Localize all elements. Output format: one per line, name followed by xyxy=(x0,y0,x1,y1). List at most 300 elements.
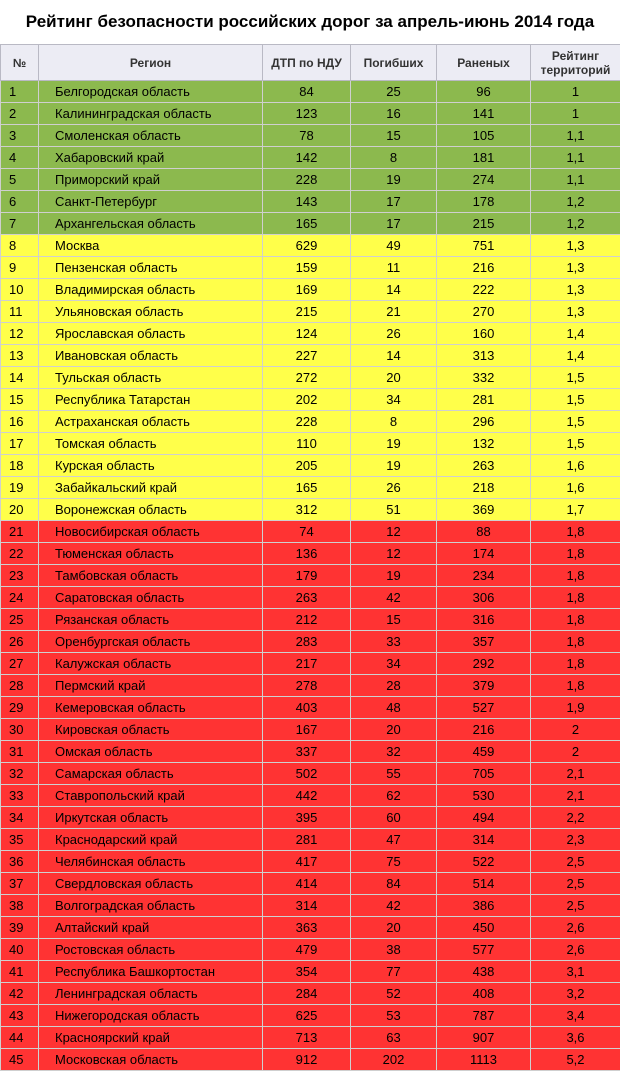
cell-num: 36 xyxy=(1,851,39,873)
cell-dead: 28 xyxy=(351,675,437,697)
cell-dead: 202 xyxy=(351,1049,437,1071)
cell-num: 4 xyxy=(1,147,39,169)
cell-region: Хабаровский край xyxy=(39,147,263,169)
cell-num: 12 xyxy=(1,323,39,345)
cell-dead: 49 xyxy=(351,235,437,257)
cell-region: Смоленская область xyxy=(39,125,263,147)
cell-dead: 12 xyxy=(351,521,437,543)
cell-dead: 14 xyxy=(351,345,437,367)
cell-num: 5 xyxy=(1,169,39,191)
cell-rating: 5,2 xyxy=(531,1049,620,1071)
cell-rating: 1,8 xyxy=(531,631,620,653)
cell-region: Краснодарский край xyxy=(39,829,263,851)
cell-region: Приморский край xyxy=(39,169,263,191)
cell-injured: 88 xyxy=(437,521,531,543)
cell-region: Архангельская область xyxy=(39,213,263,235)
cell-dead: 51 xyxy=(351,499,437,521)
cell-region: Тюменская область xyxy=(39,543,263,565)
table-row xyxy=(1,587,620,609)
cell-num: 30 xyxy=(1,719,39,741)
cell-region: Свердловская область xyxy=(39,873,263,895)
cell-dtp: 215 xyxy=(263,301,351,323)
cell-rating: 2,5 xyxy=(531,873,620,895)
cell-dtp: 281 xyxy=(263,829,351,851)
cell-dtp: 205 xyxy=(263,455,351,477)
cell-injured: 234 xyxy=(437,565,531,587)
cell-dead: 42 xyxy=(351,895,437,917)
cell-rating: 1,1 xyxy=(531,125,620,147)
cell-dtp: 403 xyxy=(263,697,351,719)
cell-dead: 20 xyxy=(351,917,437,939)
cell-region: Республика Татарстан xyxy=(39,389,263,411)
table-row xyxy=(1,719,620,741)
cell-dead: 20 xyxy=(351,367,437,389)
cell-dead: 11 xyxy=(351,257,437,279)
cell-dtp: 502 xyxy=(263,763,351,785)
cell-dead: 19 xyxy=(351,455,437,477)
cell-region: Калужская область xyxy=(39,653,263,675)
cell-num: 31 xyxy=(1,741,39,763)
cell-num: 34 xyxy=(1,807,39,829)
cell-region: Оренбургская область xyxy=(39,631,263,653)
column-header-num: № xyxy=(1,45,39,81)
cell-injured: 459 xyxy=(437,741,531,763)
cell-dtp: 354 xyxy=(263,961,351,983)
cell-region: Белгородская область xyxy=(39,81,263,103)
cell-region: Волгоградская область xyxy=(39,895,263,917)
table-row xyxy=(1,499,620,521)
cell-injured: 751 xyxy=(437,235,531,257)
cell-dead: 15 xyxy=(351,609,437,631)
cell-dtp: 142 xyxy=(263,147,351,169)
cell-dtp: 136 xyxy=(263,543,351,565)
cell-injured: 216 xyxy=(437,257,531,279)
cell-dead: 20 xyxy=(351,719,437,741)
cell-dtp: 78 xyxy=(263,125,351,147)
cell-dtp: 479 xyxy=(263,939,351,961)
cell-dtp: 167 xyxy=(263,719,351,741)
cell-injured: 181 xyxy=(437,147,531,169)
cell-injured: 174 xyxy=(437,543,531,565)
cell-num: 23 xyxy=(1,565,39,587)
cell-num: 9 xyxy=(1,257,39,279)
table-header-row xyxy=(1,45,620,81)
cell-dtp: 363 xyxy=(263,917,351,939)
cell-region: Астраханская область xyxy=(39,411,263,433)
cell-num: 17 xyxy=(1,433,39,455)
cell-region: Кировская область xyxy=(39,719,263,741)
cell-injured: 438 xyxy=(437,961,531,983)
cell-injured: 332 xyxy=(437,367,531,389)
cell-rating: 2 xyxy=(531,719,620,741)
cell-injured: 296 xyxy=(437,411,531,433)
cell-dead: 8 xyxy=(351,147,437,169)
cell-injured: 314 xyxy=(437,829,531,851)
cell-injured: 313 xyxy=(437,345,531,367)
cell-dtp: 278 xyxy=(263,675,351,697)
cell-num: 35 xyxy=(1,829,39,851)
cell-region: Тульская область xyxy=(39,367,263,389)
cell-dead: 53 xyxy=(351,1005,437,1027)
cell-num: 1 xyxy=(1,81,39,103)
cell-region: Ивановская область xyxy=(39,345,263,367)
cell-rating: 1,5 xyxy=(531,367,620,389)
cell-dead: 60 xyxy=(351,807,437,829)
cell-rating: 2,3 xyxy=(531,829,620,851)
cell-dead: 17 xyxy=(351,191,437,213)
table-row xyxy=(1,411,620,433)
table-row xyxy=(1,301,620,323)
cell-injured: 386 xyxy=(437,895,531,917)
cell-injured: 218 xyxy=(437,477,531,499)
table-row xyxy=(1,807,620,829)
table-row xyxy=(1,389,620,411)
cell-dtp: 417 xyxy=(263,851,351,873)
cell-rating: 1,2 xyxy=(531,191,620,213)
cell-rating: 1,8 xyxy=(531,653,620,675)
cell-injured: 787 xyxy=(437,1005,531,1027)
cell-dead: 34 xyxy=(351,389,437,411)
table-row xyxy=(1,103,620,125)
table-row xyxy=(1,323,620,345)
cell-num: 40 xyxy=(1,939,39,961)
cell-injured: 357 xyxy=(437,631,531,653)
cell-dtp: 625 xyxy=(263,1005,351,1027)
cell-injured: 105 xyxy=(437,125,531,147)
cell-num: 27 xyxy=(1,653,39,675)
cell-region: Томская область xyxy=(39,433,263,455)
cell-dtp: 227 xyxy=(263,345,351,367)
cell-rating: 2,2 xyxy=(531,807,620,829)
cell-injured: 270 xyxy=(437,301,531,323)
table-row xyxy=(1,279,620,301)
table-row xyxy=(1,433,620,455)
table-row xyxy=(1,125,620,147)
cell-dead: 26 xyxy=(351,323,437,345)
cell-num: 13 xyxy=(1,345,39,367)
cell-injured: 160 xyxy=(437,323,531,345)
cell-region: Санкт-Петербург xyxy=(39,191,263,213)
cell-injured: 1113 xyxy=(437,1049,531,1071)
cell-rating: 1,8 xyxy=(531,675,620,697)
cell-dtp: 165 xyxy=(263,477,351,499)
cell-dead: 75 xyxy=(351,851,437,873)
cell-rating: 1,3 xyxy=(531,301,620,323)
cell-rating: 2,1 xyxy=(531,785,620,807)
cell-injured: 178 xyxy=(437,191,531,213)
cell-rating: 3,2 xyxy=(531,983,620,1005)
cell-dtp: 202 xyxy=(263,389,351,411)
cell-num: 2 xyxy=(1,103,39,125)
cell-rating: 1,7 xyxy=(531,499,620,521)
page-title: Рейтинг безопасности российских дорог за апрель-июнь 2014 года xyxy=(0,0,620,44)
cell-dead: 38 xyxy=(351,939,437,961)
cell-injured: 216 xyxy=(437,719,531,741)
table-row xyxy=(1,829,620,851)
cell-rating: 1,9 xyxy=(531,697,620,719)
cell-region: Ставропольский край xyxy=(39,785,263,807)
cell-dtp: 912 xyxy=(263,1049,351,1071)
cell-injured: 263 xyxy=(437,455,531,477)
table-row xyxy=(1,785,620,807)
cell-rating: 1,5 xyxy=(531,389,620,411)
cell-injured: 530 xyxy=(437,785,531,807)
table-row xyxy=(1,675,620,697)
cell-rating: 1 xyxy=(531,103,620,125)
cell-dead: 14 xyxy=(351,279,437,301)
cell-num: 15 xyxy=(1,389,39,411)
cell-dead: 15 xyxy=(351,125,437,147)
cell-region: Новосибирская область xyxy=(39,521,263,543)
cell-dtp: 395 xyxy=(263,807,351,829)
cell-region: Ленинградская область xyxy=(39,983,263,1005)
cell-rating: 3,4 xyxy=(531,1005,620,1027)
cell-num: 7 xyxy=(1,213,39,235)
cell-injured: 306 xyxy=(437,587,531,609)
cell-injured: 215 xyxy=(437,213,531,235)
cell-dtp: 179 xyxy=(263,565,351,587)
cell-dead: 62 xyxy=(351,785,437,807)
cell-injured: 494 xyxy=(437,807,531,829)
cell-dtp: 124 xyxy=(263,323,351,345)
table-row xyxy=(1,917,620,939)
cell-dead: 34 xyxy=(351,653,437,675)
cell-dead: 47 xyxy=(351,829,437,851)
cell-dtp: 143 xyxy=(263,191,351,213)
cell-num: 42 xyxy=(1,983,39,1005)
cell-region: Алтайский край xyxy=(39,917,263,939)
cell-injured: 514 xyxy=(437,873,531,895)
table-row xyxy=(1,455,620,477)
cell-dead: 63 xyxy=(351,1027,437,1049)
cell-region: Ярославская область xyxy=(39,323,263,345)
cell-injured: 274 xyxy=(437,169,531,191)
cell-dead: 25 xyxy=(351,81,437,103)
cell-injured: 408 xyxy=(437,983,531,1005)
cell-region: Ульяновская область xyxy=(39,301,263,323)
cell-injured: 450 xyxy=(437,917,531,939)
cell-dtp: 228 xyxy=(263,411,351,433)
cell-num: 16 xyxy=(1,411,39,433)
cell-rating: 2,6 xyxy=(531,939,620,961)
cell-dead: 19 xyxy=(351,565,437,587)
cell-rating: 1,6 xyxy=(531,455,620,477)
table-row xyxy=(1,631,620,653)
cell-rating: 1,8 xyxy=(531,609,620,631)
table-row xyxy=(1,939,620,961)
cell-num: 10 xyxy=(1,279,39,301)
table-row xyxy=(1,609,620,631)
cell-rating: 1,3 xyxy=(531,257,620,279)
cell-rating: 3,6 xyxy=(531,1027,620,1049)
cell-rating: 1,8 xyxy=(531,565,620,587)
cell-dtp: 169 xyxy=(263,279,351,301)
cell-injured: 141 xyxy=(437,103,531,125)
cell-dead: 8 xyxy=(351,411,437,433)
cell-num: 11 xyxy=(1,301,39,323)
cell-num: 20 xyxy=(1,499,39,521)
cell-dead: 21 xyxy=(351,301,437,323)
table-row xyxy=(1,345,620,367)
table-row xyxy=(1,1027,620,1049)
cell-dtp: 312 xyxy=(263,499,351,521)
cell-dtp: 337 xyxy=(263,741,351,763)
cell-dead: 33 xyxy=(351,631,437,653)
cell-dtp: 123 xyxy=(263,103,351,125)
cell-rating: 1,5 xyxy=(531,411,620,433)
table-row xyxy=(1,1049,620,1071)
cell-dtp: 629 xyxy=(263,235,351,257)
cell-region: Кемеровская область xyxy=(39,697,263,719)
cell-region: Забайкальский край xyxy=(39,477,263,499)
cell-dead: 19 xyxy=(351,433,437,455)
cell-injured: 222 xyxy=(437,279,531,301)
cell-rating: 1,6 xyxy=(531,477,620,499)
cell-region: Рязанская область xyxy=(39,609,263,631)
table-row xyxy=(1,741,620,763)
cell-injured: 577 xyxy=(437,939,531,961)
cell-num: 37 xyxy=(1,873,39,895)
column-header-dead: Погибших xyxy=(351,45,437,81)
table-row xyxy=(1,147,620,169)
cell-injured: 907 xyxy=(437,1027,531,1049)
cell-dtp: 74 xyxy=(263,521,351,543)
table-row xyxy=(1,961,620,983)
cell-rating: 1,5 xyxy=(531,433,620,455)
cell-rating: 1,1 xyxy=(531,147,620,169)
cell-rating: 1,8 xyxy=(531,521,620,543)
cell-dtp: 217 xyxy=(263,653,351,675)
cell-region: Нижегородская область xyxy=(39,1005,263,1027)
table-row xyxy=(1,257,620,279)
cell-rating: 2,6 xyxy=(531,917,620,939)
cell-dtp: 263 xyxy=(263,587,351,609)
cell-injured: 522 xyxy=(437,851,531,873)
cell-num: 44 xyxy=(1,1027,39,1049)
table-row xyxy=(1,697,620,719)
cell-dtp: 713 xyxy=(263,1027,351,1049)
cell-dtp: 212 xyxy=(263,609,351,631)
table-row xyxy=(1,565,620,587)
cell-region: Пермский край xyxy=(39,675,263,697)
cell-region: Московская область xyxy=(39,1049,263,1071)
cell-num: 6 xyxy=(1,191,39,213)
cell-dead: 42 xyxy=(351,587,437,609)
table-row xyxy=(1,81,620,103)
cell-region: Москва xyxy=(39,235,263,257)
cell-dead: 52 xyxy=(351,983,437,1005)
cell-num: 33 xyxy=(1,785,39,807)
table-row xyxy=(1,521,620,543)
cell-rating: 1,2 xyxy=(531,213,620,235)
cell-dead: 19 xyxy=(351,169,437,191)
cell-num: 29 xyxy=(1,697,39,719)
cell-rating: 2 xyxy=(531,741,620,763)
column-header-region: Регион xyxy=(39,45,263,81)
table-row xyxy=(1,191,620,213)
table-row xyxy=(1,213,620,235)
cell-region: Ростовская область xyxy=(39,939,263,961)
cell-dtp: 84 xyxy=(263,81,351,103)
cell-injured: 369 xyxy=(437,499,531,521)
table-row xyxy=(1,235,620,257)
cell-num: 25 xyxy=(1,609,39,631)
cell-dead: 32 xyxy=(351,741,437,763)
cell-rating: 1,4 xyxy=(531,345,620,367)
cell-region: Красноярский край xyxy=(39,1027,263,1049)
cell-rating: 1,8 xyxy=(531,587,620,609)
cell-num: 22 xyxy=(1,543,39,565)
cell-dtp: 110 xyxy=(263,433,351,455)
cell-dead: 48 xyxy=(351,697,437,719)
cell-injured: 281 xyxy=(437,389,531,411)
cell-injured: 292 xyxy=(437,653,531,675)
column-header-dtp: ДТП по НДУ xyxy=(263,45,351,81)
cell-rating: 1,8 xyxy=(531,543,620,565)
cell-injured: 96 xyxy=(437,81,531,103)
cell-region: Воронежская область xyxy=(39,499,263,521)
cell-dtp: 159 xyxy=(263,257,351,279)
cell-region: Тамбовская область xyxy=(39,565,263,587)
cell-num: 19 xyxy=(1,477,39,499)
rating-table xyxy=(0,44,620,1071)
cell-dtp: 228 xyxy=(263,169,351,191)
cell-dead: 55 xyxy=(351,763,437,785)
cell-num: 41 xyxy=(1,961,39,983)
table-body xyxy=(1,81,620,1071)
cell-injured: 705 xyxy=(437,763,531,785)
cell-injured: 527 xyxy=(437,697,531,719)
cell-injured: 132 xyxy=(437,433,531,455)
cell-rating: 1,1 xyxy=(531,169,620,191)
table-row xyxy=(1,873,620,895)
cell-num: 24 xyxy=(1,587,39,609)
cell-num: 28 xyxy=(1,675,39,697)
column-header-injured: Раненых xyxy=(437,45,531,81)
cell-rating: 1,3 xyxy=(531,235,620,257)
table-row xyxy=(1,851,620,873)
cell-dtp: 284 xyxy=(263,983,351,1005)
cell-injured: 316 xyxy=(437,609,531,631)
cell-injured: 379 xyxy=(437,675,531,697)
cell-region: Пензенская область xyxy=(39,257,263,279)
cell-num: 3 xyxy=(1,125,39,147)
cell-region: Калининградская область xyxy=(39,103,263,125)
table-row xyxy=(1,895,620,917)
table-row xyxy=(1,477,620,499)
cell-num: 21 xyxy=(1,521,39,543)
cell-dead: 84 xyxy=(351,873,437,895)
cell-rating: 1,3 xyxy=(531,279,620,301)
cell-region: Республика Башкортостан xyxy=(39,961,263,983)
cell-dead: 12 xyxy=(351,543,437,565)
cell-rating: 2,5 xyxy=(531,895,620,917)
cell-dtp: 272 xyxy=(263,367,351,389)
cell-dead: 16 xyxy=(351,103,437,125)
cell-region: Омская область xyxy=(39,741,263,763)
cell-rating: 1,4 xyxy=(531,323,620,345)
cell-region: Иркутская область xyxy=(39,807,263,829)
cell-num: 8 xyxy=(1,235,39,257)
cell-dead: 26 xyxy=(351,477,437,499)
cell-num: 14 xyxy=(1,367,39,389)
cell-dtp: 283 xyxy=(263,631,351,653)
cell-region: Челябинская область xyxy=(39,851,263,873)
table-row xyxy=(1,983,620,1005)
cell-num: 26 xyxy=(1,631,39,653)
cell-dtp: 442 xyxy=(263,785,351,807)
table-row xyxy=(1,543,620,565)
